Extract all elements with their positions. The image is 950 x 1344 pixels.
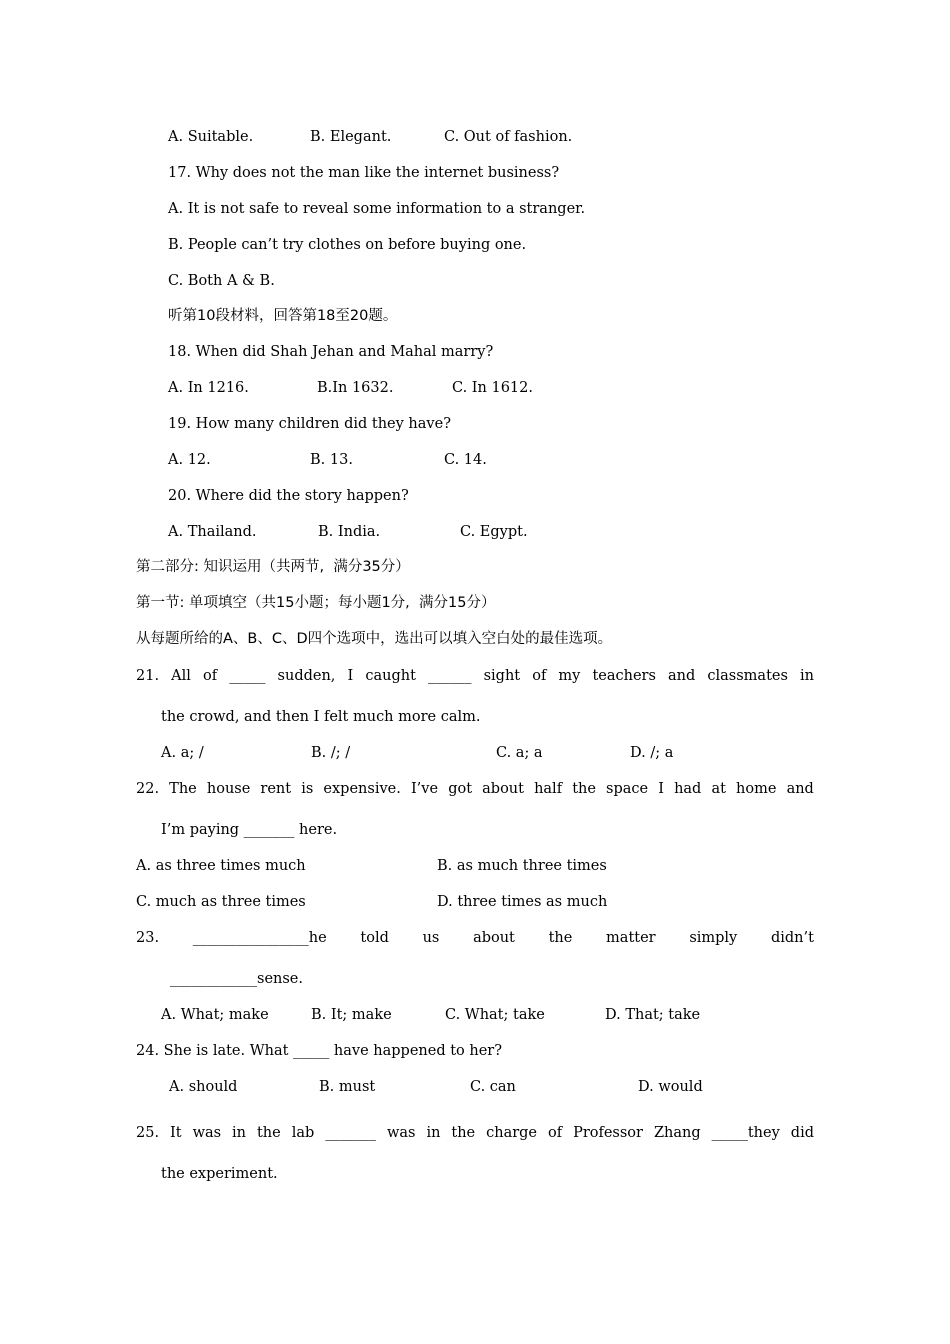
q22-word: and (786, 781, 814, 797)
q19-option-b: B. 13. (310, 452, 353, 468)
q22-word: The (169, 781, 197, 797)
q21-word: 21. (136, 668, 160, 684)
q22-word: at (711, 781, 726, 797)
q25-word: Professor (573, 1125, 643, 1141)
q24-option-c: C. can (470, 1079, 516, 1095)
q23-option-b: B. It; make (311, 1007, 392, 1023)
q23-word: about (473, 930, 515, 946)
q25-word: was (386, 1125, 416, 1141)
q22-word: 22. (136, 781, 160, 797)
q21-line2: the crowd, and then I felt much more calm. (161, 709, 481, 725)
q22-word: had (674, 781, 702, 797)
q21-word: sudden, (277, 668, 336, 684)
q23-word: didn’t (770, 930, 814, 946)
q20-option-a: A. Thailand. (168, 524, 257, 540)
q25-word: was (192, 1125, 222, 1141)
q23-option-a: A. What; make (161, 1007, 269, 1023)
q17-option-c: C. Both A & B. (168, 273, 275, 289)
q22-word: space (606, 781, 649, 797)
q21-option-a: A. a; / (161, 745, 204, 761)
part2-title: 第二部分: 知识运用（共两节, 满分35分） (136, 559, 410, 575)
q16-option-a: A. Suitable. (168, 129, 254, 145)
q18-option-a: A. In 1216. (168, 380, 249, 396)
q25-blank: _______ (325, 1125, 376, 1141)
q21-line1 (136, 666, 814, 686)
q22-word: home (736, 781, 777, 797)
q20-option-b: B. India. (318, 524, 381, 540)
q25-line2: the experiment. (161, 1166, 278, 1182)
q18-question: 18. When did Shah Jehan and Mahal marry? (168, 344, 494, 360)
q25-word: charge (486, 1125, 538, 1141)
q21-word: teachers (592, 668, 656, 684)
section1-title: 第一节: 单项填空（共15小题；每小题1分, 满分15分） (136, 595, 496, 611)
q24-option-b: B. must (319, 1079, 376, 1095)
q25-word: It (170, 1125, 182, 1141)
q25-word: of (547, 1125, 563, 1141)
q21-word: of (203, 668, 218, 684)
q22-word: is (301, 781, 314, 797)
q21-word: my (558, 668, 581, 684)
q23-word: told (360, 930, 389, 946)
q24-question: 24. She is late. What _____ have happened to her? (136, 1043, 503, 1059)
instruction-text: 从每题所给的A、B、C、D四个选项中，选出可以填入空白处的最佳选项。 (136, 631, 613, 647)
q25-word: in (426, 1125, 441, 1141)
q17-question: 17. Why does not the man like the internet business? (168, 165, 560, 181)
q25-word: in (232, 1125, 247, 1141)
q23-word: matter (606, 930, 656, 946)
q22-option-d: D. three times as much (437, 894, 608, 910)
q23-word: 23. (136, 930, 160, 946)
q23-option-c: C. What; take (445, 1007, 545, 1023)
q22-word: about (482, 781, 524, 797)
q25-blank: _____they (711, 1125, 780, 1141)
q25-line1 (136, 1123, 814, 1143)
q22-word: got (448, 781, 473, 797)
q22-line2: I’m paying _______ here. (161, 822, 338, 838)
q24-option-a: A. should (169, 1079, 238, 1095)
q21-option-c: C. a; a (496, 745, 543, 761)
q21-word: classmates (707, 668, 788, 684)
q17-option-a: A. It is not safe to reveal some information to a stranger. (168, 201, 586, 217)
q21-word: in (800, 668, 814, 684)
q23-option-d: D. That; take (605, 1007, 701, 1023)
q21-word: and (668, 668, 696, 684)
q21-word: sight (483, 668, 521, 684)
q21-option-d: D. /; a (630, 745, 674, 761)
q25-word: the (256, 1125, 281, 1141)
q22-word: rent (260, 781, 292, 797)
q17-option-b: B. People can’t try clothes on before buying one. (168, 237, 527, 253)
q25-word: Zhang (653, 1125, 701, 1141)
q23-word: simply (689, 930, 738, 946)
q23-line1 (136, 928, 814, 948)
q18-option-c: C. In 1612. (452, 380, 533, 396)
q18-option-b: B.In 1632. (317, 380, 394, 396)
q23-line2: ____________sense. (170, 971, 303, 987)
q22-option-a: A. as three times much (136, 858, 306, 874)
q22-word: the (572, 781, 596, 797)
section10-intro: 听第10段材料，回答第18至20题。 (168, 308, 398, 324)
q22-word: I (658, 781, 664, 797)
q20-question: 20. Where did the story happen? (168, 488, 409, 504)
q19-option-a: A. 12. (168, 452, 211, 468)
q25-word: did (790, 1125, 814, 1141)
q22-option-c: C. much as three times (136, 894, 306, 910)
q19-option-c: C. 14. (444, 452, 487, 468)
q22-word: expensive. (323, 781, 401, 797)
q16-option-b: B. Elegant. (310, 129, 392, 145)
q25-word: lab (291, 1125, 315, 1141)
q23-blank: ________________he (192, 930, 327, 946)
q25-word: 25. (136, 1125, 160, 1141)
q21-blank: _____ (229, 668, 266, 684)
q23-word: the (548, 930, 573, 946)
q23-word: us (422, 930, 440, 946)
q24-option-d: D. would (638, 1079, 703, 1095)
q22-word: house (206, 781, 251, 797)
q21-word: All (171, 668, 191, 684)
q20-option-c: C. Egypt. (460, 524, 528, 540)
q19-question: 19. How many children did they have? (168, 416, 451, 432)
q25-word: the (451, 1125, 476, 1141)
q16-option-c: C. Out of fashion. (444, 129, 573, 145)
q21-word: caught (365, 668, 416, 684)
q21-option-b: B. /; / (311, 745, 351, 761)
q21-word: I (347, 668, 354, 684)
q22-line1 (136, 779, 814, 799)
q22-word: I’ve (410, 781, 439, 797)
q21-word: of (532, 668, 547, 684)
q22-option-b: B. as much three times (437, 858, 607, 874)
q21-blank: ______ (428, 668, 472, 684)
q22-word: half (534, 781, 563, 797)
